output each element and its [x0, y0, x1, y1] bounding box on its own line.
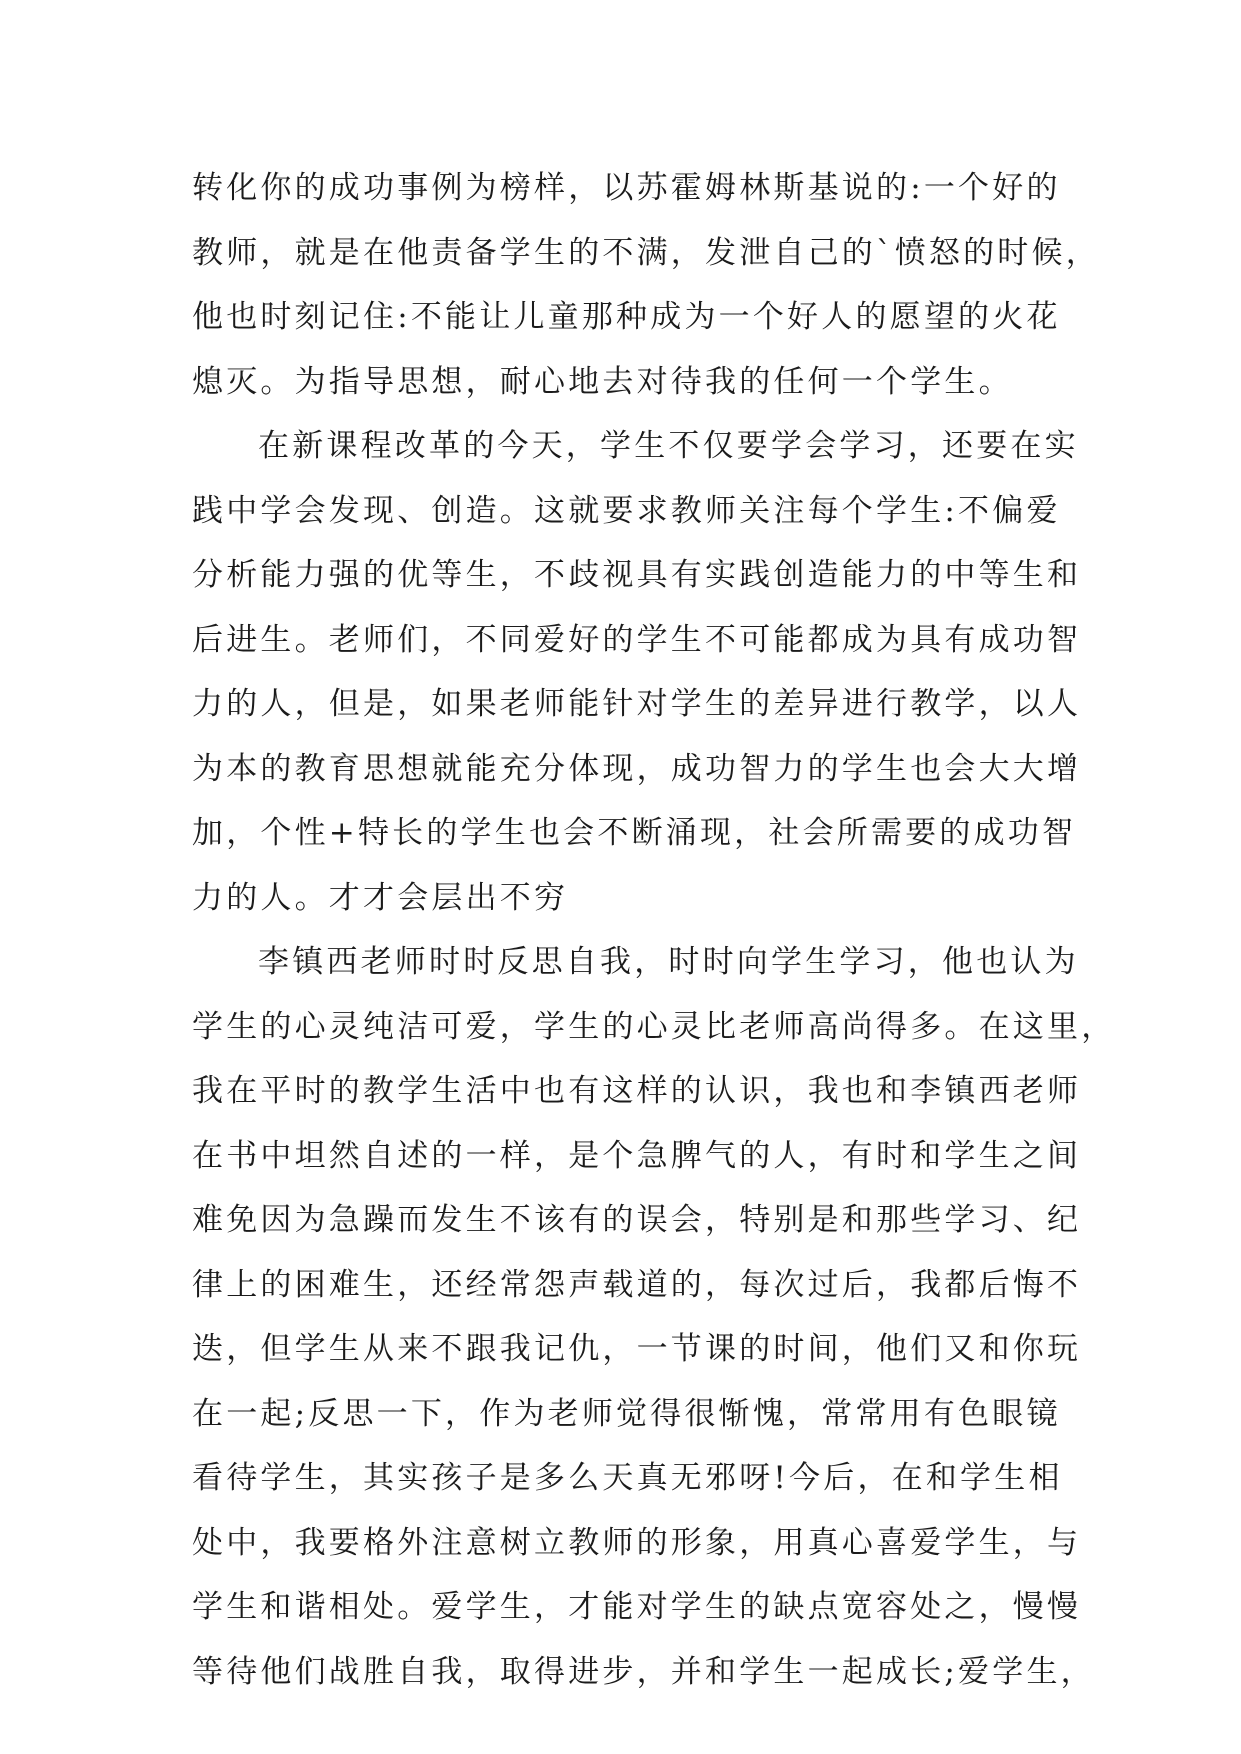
text-line: 在新课程改革的今天，学生不仅要学会学习，还要在实	[258, 428, 1079, 464]
text-line: 难免因为急躁而发生不该有的误会，特别是和那些学习、纪	[192, 1202, 1082, 1238]
text-line: 在一起;反思一下，作为老师觉得很惭愧，常常用有色眼镜	[192, 1395, 1061, 1432]
text-line: 他也时刻记住:不能让儿童那种成为一个好人的愿望的火花	[192, 299, 1061, 335]
text-line: 看待学生，其实孩子是多么天真无邪呀!今后，在和学生相	[192, 1460, 1063, 1496]
text-line: 力的人。才才会层出不穷	[192, 879, 569, 916]
text-line: 律上的困难生，还经常怨声载道的，每次过后，我都后悔不	[192, 1266, 1082, 1303]
text-line: 加，个性+特长的学生也会不断涌现，社会所需要的成功智	[192, 815, 1077, 851]
text-line: 践中学会发现、创造。这就要求教师关注每个学生:不偏爱	[192, 492, 1061, 529]
text-line: 分析能力强的优等生，不歧视具有实践创造能力的中等生和	[192, 557, 1082, 593]
paragraph	[192, 414, 1082, 930]
text-line: 等待他们战胜自我，取得进步，并和学生一起成长;爱学生，	[192, 1653, 1095, 1690]
text-line: 后进生。老师们，不同爱好的学生不可能都成为具有成功智	[192, 621, 1082, 658]
text-line: 在书中坦然自述的一样，是个急脾气的人，有时和学生之间	[192, 1137, 1082, 1174]
text-line: 转化你的成功事例为榜样，以苏霍姆林斯基说的:一个好的	[192, 170, 1061, 206]
text-line: 力的人，但是，如果老师能针对学生的差异进行教学，以人	[192, 686, 1082, 722]
text-line: 李镇西老师时时反思自我，时时向学生学习，他也认为	[258, 944, 1079, 980]
paragraph	[192, 930, 1116, 1704]
text-line: 学生和谐相处。爱学生，才能对学生的缺点宽容处之，慢慢	[192, 1589, 1082, 1625]
paragraph	[192, 156, 1100, 414]
text-line: 熄灭。为指导思想，耐心地去对待我的任何一个学生。	[192, 363, 1013, 400]
text-line: 我在平时的教学生活中也有这样的认识，我也和李镇西老师	[192, 1073, 1082, 1109]
text-line: 教师，就是在他责备学生的不满，发泄自己的`愤怒的时候，	[192, 234, 1100, 271]
text-line: 学生的心灵纯洁可爱，学生的心灵比老师高尚得多。在这里，	[192, 1008, 1116, 1045]
text-line: 为本的教育思想就能充分体现，成功智力的学生也会大大增	[192, 750, 1082, 787]
text-line: 迭，但学生从来不跟我记仇，一节课的时间，他们又和你玩	[192, 1331, 1082, 1367]
document-body	[192, 156, 1116, 1704]
text-line: 处中，我要格外注意树立教师的形象，用真心喜爱学生，与	[192, 1524, 1082, 1561]
